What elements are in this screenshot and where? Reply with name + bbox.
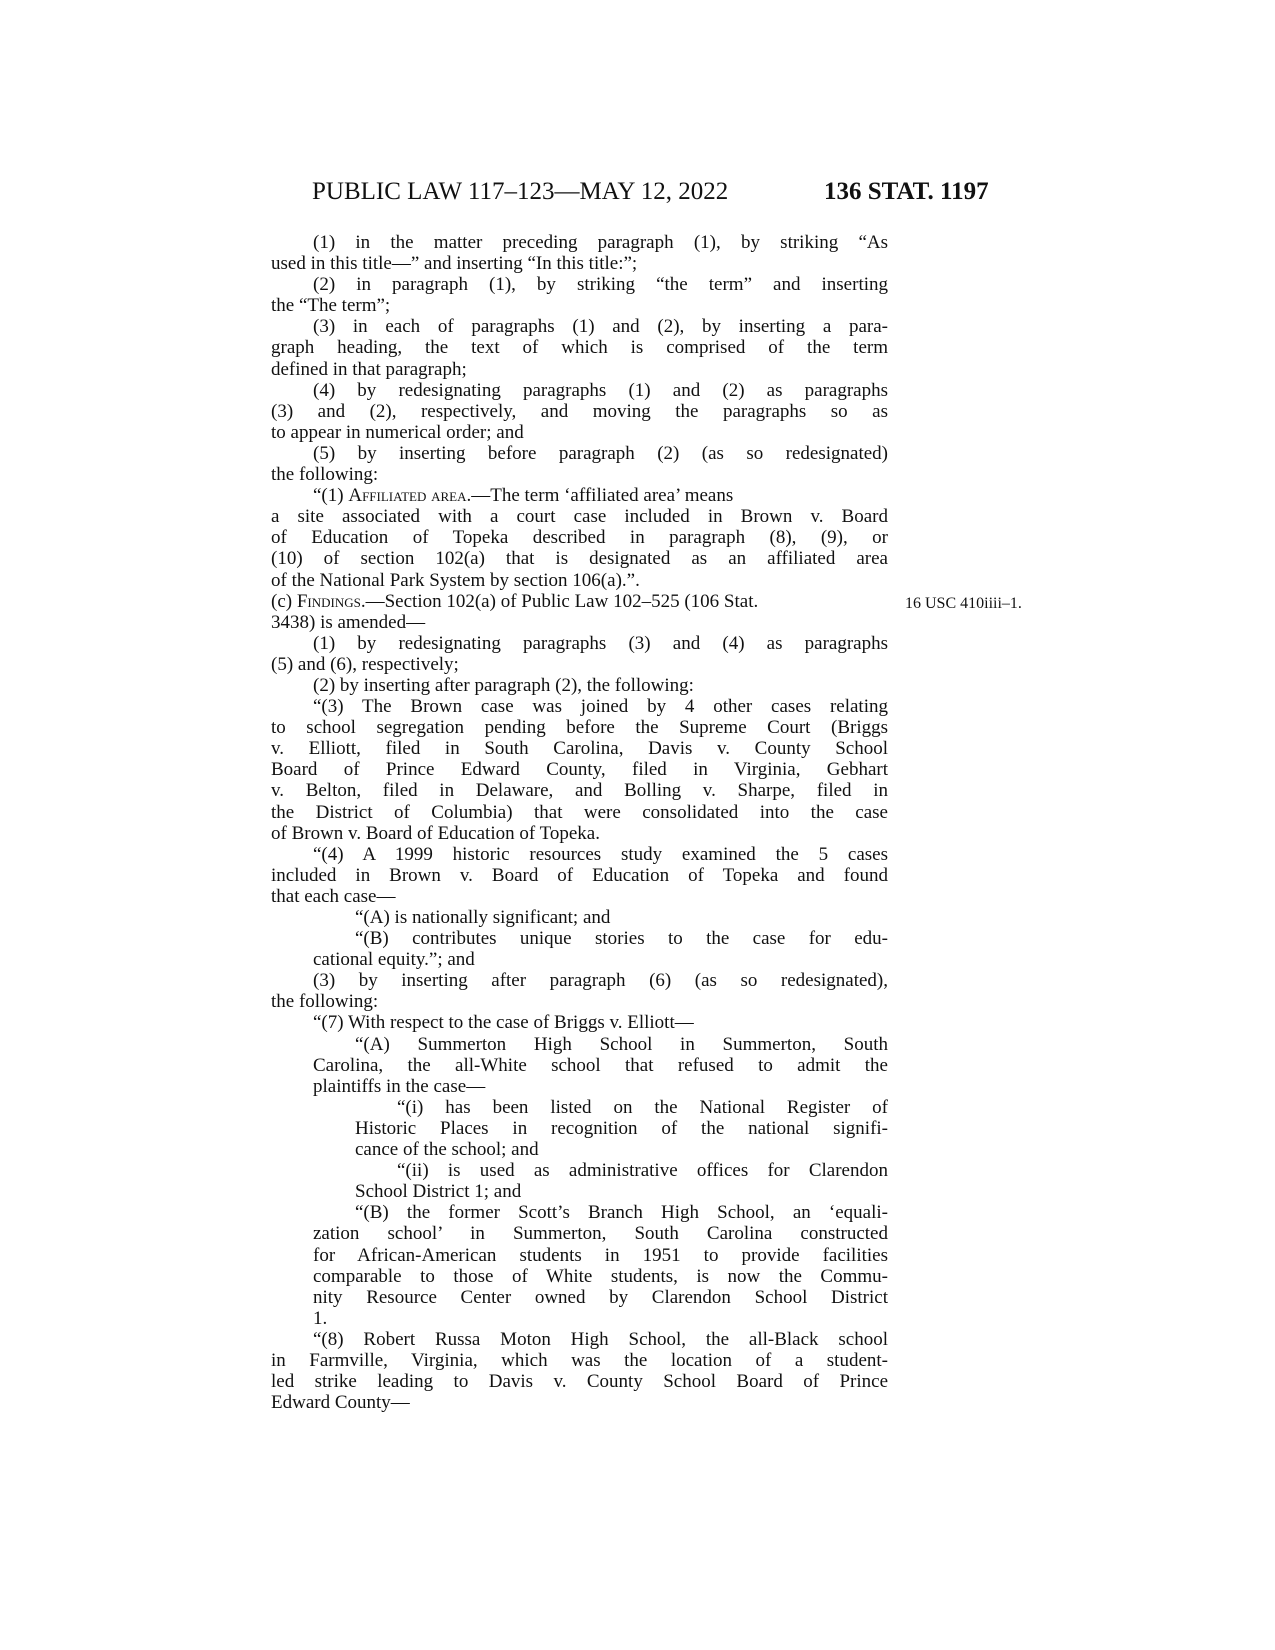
text-fragment: .—Section 102(a) of Public Law 102–525 (106 Stat. — [360, 590, 759, 612]
text-line: v. Elliott, filed in South Carolina, Davis v. County School — [271, 738, 888, 760]
text-line: “(ii) is used as administrative offices for Clarendon — [397, 1160, 888, 1182]
header-stat-page: 136 STAT. 1197 — [824, 178, 989, 205]
text-line: Edward County— — [271, 1392, 410, 1414]
text-line: “(i) has been listed on the National Register of — [397, 1096, 888, 1118]
text-line: Board of Prince Edward County, filed in Virginia, Gebhart — [271, 759, 888, 781]
text-line: School District 1; and — [355, 1181, 522, 1203]
text-line: (3) by inserting after paragraph (6) (as so redesignated), — [313, 970, 888, 992]
text-line: “(8) Robert Russa Moton High School, the all-Black school — [313, 1328, 888, 1350]
text-line: of Education of Topeka described in paragraph (8), (9), or — [271, 527, 888, 549]
text-line: 3438) is amended— — [271, 611, 426, 633]
text-line: led strike leading to Davis v. County School Board of Prince — [271, 1371, 888, 1393]
text-fragment: (c) — [271, 590, 297, 612]
text-line: “(A) Summerton High School in Summerton, South — [355, 1033, 888, 1055]
subsection-heading-findings: Findings — [296, 590, 361, 612]
text-line: comparable to those of White students, is now the Commu- — [313, 1265, 888, 1287]
text-line: the District of Columbia) that were consolidated into the case — [271, 801, 888, 823]
text-line: of the National Park System by section 106(a).”. — [271, 569, 640, 591]
margin-citation: 16 USC 410iiii–1. — [905, 595, 1022, 612]
text-line: that each case— — [271, 885, 396, 907]
text-line: plaintiffs in the case— — [313, 1075, 486, 1097]
header-title: PUBLIC LAW 117–123—MAY 12, 2022 — [312, 178, 729, 205]
text-line: (5) and (6), respectively; — [271, 653, 459, 675]
text-line: (2) in paragraph (1), by striking “the term” and inserting — [313, 274, 888, 296]
text-line: the following: — [271, 991, 379, 1013]
text-line: (1) by redesignating paragraphs (3) and (4) as paragraphs — [313, 632, 888, 654]
text-line: defined in that paragraph; — [271, 358, 467, 380]
text-line: to school segregation pending before the Supreme Court (Briggs — [271, 717, 888, 739]
page-header — [0, 178, 1275, 218]
text-line-findings — [271, 591, 888, 612]
text-line: a site associated with a court case included in Brown v. Board — [271, 506, 888, 528]
text-line: “(B) contributes unique stories to the case for edu- — [355, 928, 888, 950]
document-body — [271, 232, 888, 1413]
text-fragment: .—The term ‘affiliated area’ means — [466, 485, 734, 507]
text-line: v. Belton, filed in Delaware, and Bolling v. Sharpe, filed in — [271, 780, 888, 802]
text-line: “(3) The Brown case was joined by 4 other cases relating — [313, 696, 888, 718]
text-line: (10) of section 102(a) that is designated as an affiliated area — [271, 548, 888, 570]
text-line: to appear in numerical order; and — [271, 421, 524, 443]
text-line: Carolina, the all-White school that refused to admit the — [313, 1054, 888, 1076]
text-line: (4) by redesignating paragraphs (1) and (2) as paragraphs — [313, 379, 888, 401]
text-line: nity Resource Center owned by Clarendon School District — [313, 1286, 888, 1308]
text-line: “(4) A 1999 historic resources study examined the 5 cases — [313, 843, 888, 865]
text-fragment: “(1) — [313, 485, 349, 507]
text-line: of Brown v. Board of Education of Topeka. — [271, 822, 600, 844]
text-line: included in Brown v. Board of Education of Topeka and found — [271, 864, 888, 886]
text-line: “(A) is nationally significant; and — [355, 907, 611, 928]
text-line: graph heading, the text of which is comprised of the term — [271, 337, 888, 359]
text-line: (3) in each of paragraphs (1) and (2), by inserting a para- — [313, 316, 888, 338]
text-line: (2) by inserting after paragraph (2), the following: — [313, 674, 694, 696]
text-line: used in this title—” and inserting “In this title:”; — [271, 253, 638, 275]
text-line: for African-American students in 1951 to provide facilities — [313, 1244, 888, 1266]
text-line: zation school’ in Summerton, South Carolina constructed — [313, 1223, 888, 1245]
text-line-affiliated-area — [271, 485, 888, 506]
text-line: 1. — [313, 1307, 328, 1329]
text-line: in Farmville, Virginia, which was the location of a student- — [271, 1349, 888, 1371]
text-line: cational equity.”; and — [313, 949, 475, 971]
text-line: (3) and (2), respectively, and moving the paragraphs so as — [271, 400, 888, 422]
text-line: “(7) With respect to the case of Briggs v. Elliott— — [313, 1012, 694, 1034]
text-line: Historic Places in recognition of the national signifi- — [355, 1117, 888, 1139]
text-line: the “The term”; — [271, 295, 391, 317]
term-heading-affiliated-area: Affiliated area — [348, 485, 467, 507]
text-line: cance of the school; and — [355, 1139, 539, 1161]
text-line: the following: — [271, 464, 379, 486]
text-line: “(B) the former Scott’s Branch High School, an ‘equali- — [355, 1202, 888, 1224]
text-line: (5) by inserting before paragraph (2) (as so redesignated) — [313, 442, 888, 464]
text-line: (1) in the matter preceding paragraph (1), by striking “As — [313, 232, 888, 253]
